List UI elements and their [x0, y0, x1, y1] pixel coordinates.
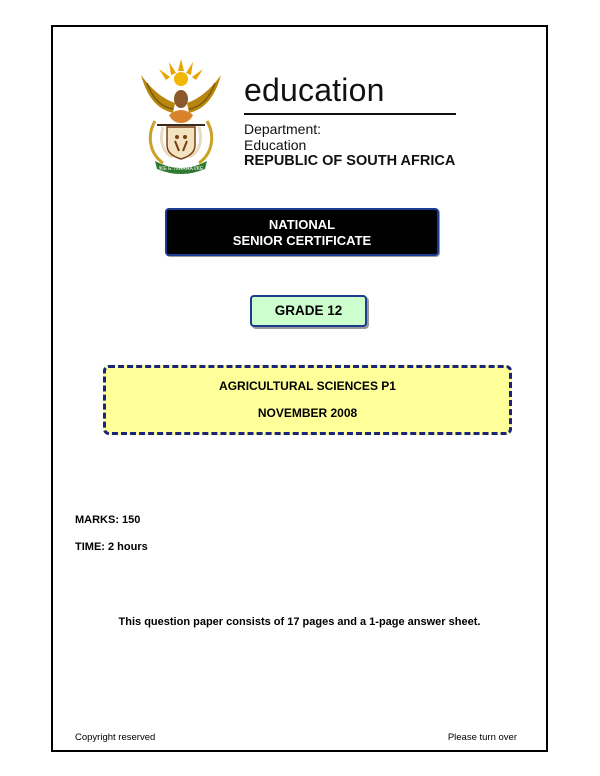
coat-of-arms-logo — [133, 57, 229, 177]
time-label: TIME: 2 hours — [75, 541, 148, 553]
motto-text: !KE E: /XARRA //KE — [158, 166, 204, 172]
subject-box — [103, 365, 512, 435]
certificate-line1: NATIONAL — [268, 217, 336, 232]
certificate-line2: SENIOR CERTIFICATE — [232, 233, 372, 248]
department-block — [244, 121, 455, 169]
exam-date: NOVEMBER 2008 — [257, 406, 358, 420]
certificate-box — [165, 208, 439, 256]
wordmark-underline — [244, 113, 456, 115]
marks-label: MARKS: 150 — [75, 514, 141, 526]
department-line2: Education — [244, 137, 307, 153]
copyright-footer: Copyright reserved — [75, 732, 156, 743]
education-wordmark: education — [244, 72, 385, 108]
paper-note: This question paper consists of 17 pages and a 1-page answer sheet. — [118, 616, 481, 628]
grade-box: GRADE 12 — [250, 295, 367, 327]
department-line1: Department: — [244, 121, 322, 137]
subject-title: AGRICULTURAL SCIENCES P1 — [219, 379, 396, 393]
turn-over-footer: Please turn over — [447, 732, 517, 743]
country-name: REPUBLIC OF SOUTH AFRICA — [244, 153, 456, 169]
